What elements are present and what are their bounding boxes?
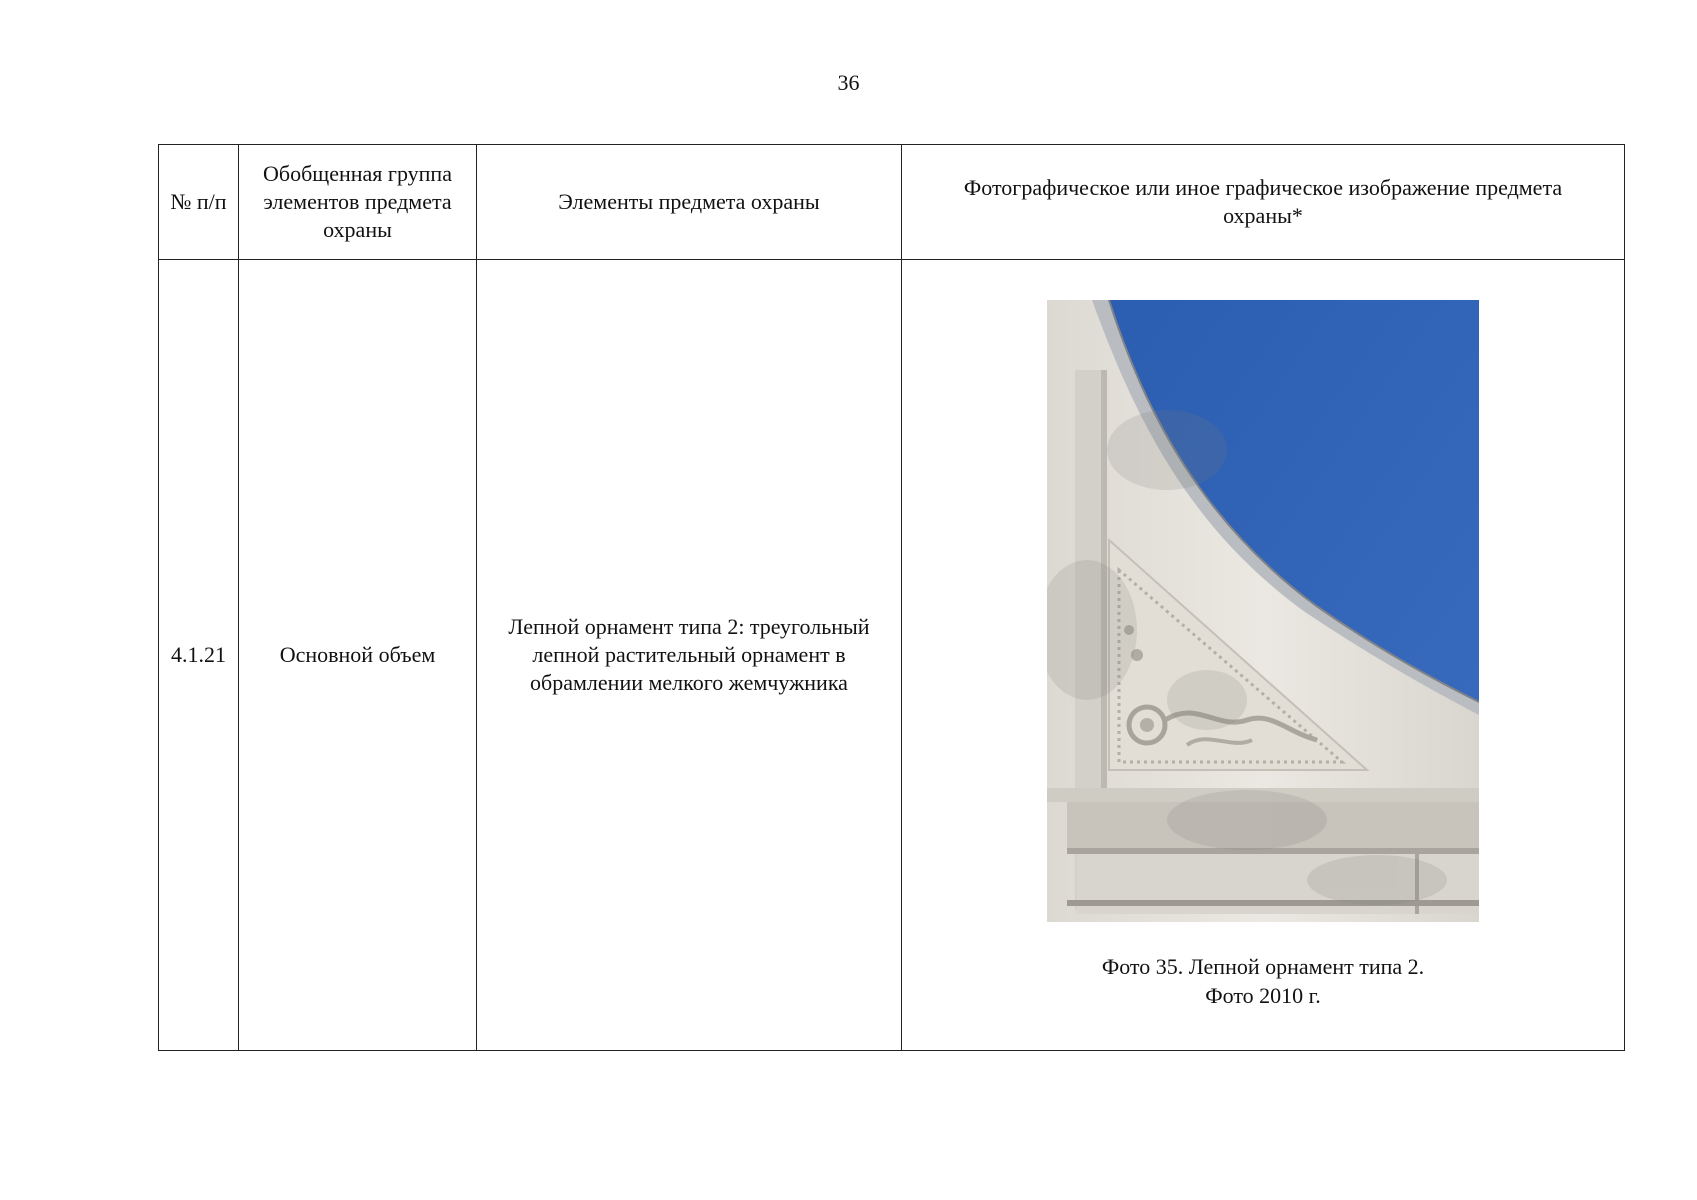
row-group: Основной объем [239,260,477,1051]
table-header-row [159,145,1625,260]
table-row [159,260,1625,1051]
header-photo: Фотографическое или иное графическое изображение предмета охраны* [902,145,1625,260]
header-elements: Элементы предмета охраны [477,145,902,260]
row-element: Лепной орнамент типа 2: треугольный лепной растительный орнамент в обрамлении мелкого жемчужника [477,260,902,1051]
row-photo-cell [902,260,1625,1051]
photo-caption-line1: Фото 35. Лепной орнамент типа 2. [1101,954,1425,979]
photo-caption-line2: Фото 2010 г. [1205,983,1321,1008]
row-num: 4.1.21 [159,260,239,1051]
header-group: Обобщенная группа элементов предмета охраны [239,145,477,260]
protected-elements-table [158,144,1625,1051]
page-number: 36 [837,70,860,95]
ornament-photo [1047,300,1479,922]
photo-caption [1102,952,1424,1010]
header-num: № п/п [159,145,239,260]
